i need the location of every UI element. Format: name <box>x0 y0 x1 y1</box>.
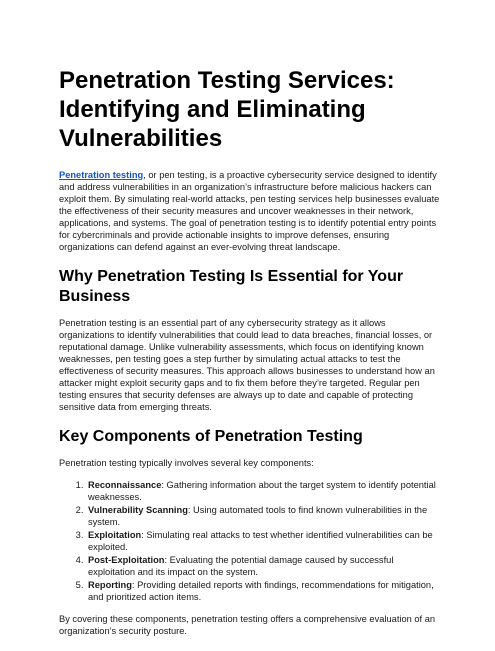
list-item-text: : Evaluating the potential damage caused by successful exploitation and its impact on the system. <box>88 555 394 577</box>
list-item <box>86 529 443 553</box>
section-heading-components: Key Components of Penetration Testing <box>59 428 363 445</box>
document-page <box>59 66 443 651</box>
list-item-term: Exploitation <box>88 530 142 540</box>
closing-paragraph: By covering these components, penetration testing offers a comprehensive evaluation of an organization’s security posture. <box>59 614 436 636</box>
components-list <box>59 479 443 603</box>
intro-paragraph <box>59 169 443 253</box>
list-item-text: : Providing detailed reports with findings, recommendations for mitigation, and prioritized action items. <box>88 580 434 602</box>
page-title: Penetration Testing Services: Identifying and Eliminating Vulnerabilities <box>59 67 395 152</box>
list-item-term: Vulnerability Scanning <box>88 505 188 515</box>
list-item-term: Reporting <box>88 580 132 590</box>
list-item-text: : Gathering information about the target system to identify potential weaknesses. <box>88 480 436 502</box>
components-intro: Penetration testing typically involves several key components: <box>59 458 314 468</box>
list-item-text: : Simulating real attacks to test whether identified vulnerabilities can be exploited. <box>88 530 433 552</box>
list-item-term: Post-Exploitation <box>88 555 165 565</box>
intro-text: , or pen testing, is a proactive cybersecurity service designed to identify and address vulnerabilities in an organization’s infrastructure before malicious hackers can exploit them. By simulating real-world attacks, pen testing services help businesses evaluate the effectiveness of their security measures and uncover weaknesses in their network, applications, and systems. The goal of penetration testing is to identify potential entry points for cybercriminals and provide actionable insights to improve defenses, ensuring organizations can defend against an ever-evolving threat landscape. <box>59 170 440 252</box>
list-item <box>86 479 443 503</box>
list-item <box>86 554 443 578</box>
section-why-paragraph: Penetration testing is an essential part of any cybersecurity strategy as it allows organizations to identify vulnerabilities that could lead to data breaches, financial losses, or reputational damage. Unlike vulnerability assessments, which focus on identifying known weaknesses, pen testing goes a step further by simulating actual attacks to test the effectiveness of security measures. This approach allows businesses to understand how an attacker might exploit security gaps and to fix them before they’re targeted. Regular pen testing ensures that security defenses are always up to date and capable of protecting sensitive data from emerging threats. <box>59 318 435 412</box>
list-item <box>86 504 443 528</box>
list-item-text: : Using automated tools to find known vulnerabilities in the system. <box>88 505 428 527</box>
list-item <box>86 579 443 603</box>
section-heading-why: Why Penetration Testing Is Essential for Your Business <box>59 268 404 305</box>
list-item-term: Reconnaissance <box>88 480 162 490</box>
penetration-testing-link[interactable]: Penetration testing <box>59 170 144 180</box>
